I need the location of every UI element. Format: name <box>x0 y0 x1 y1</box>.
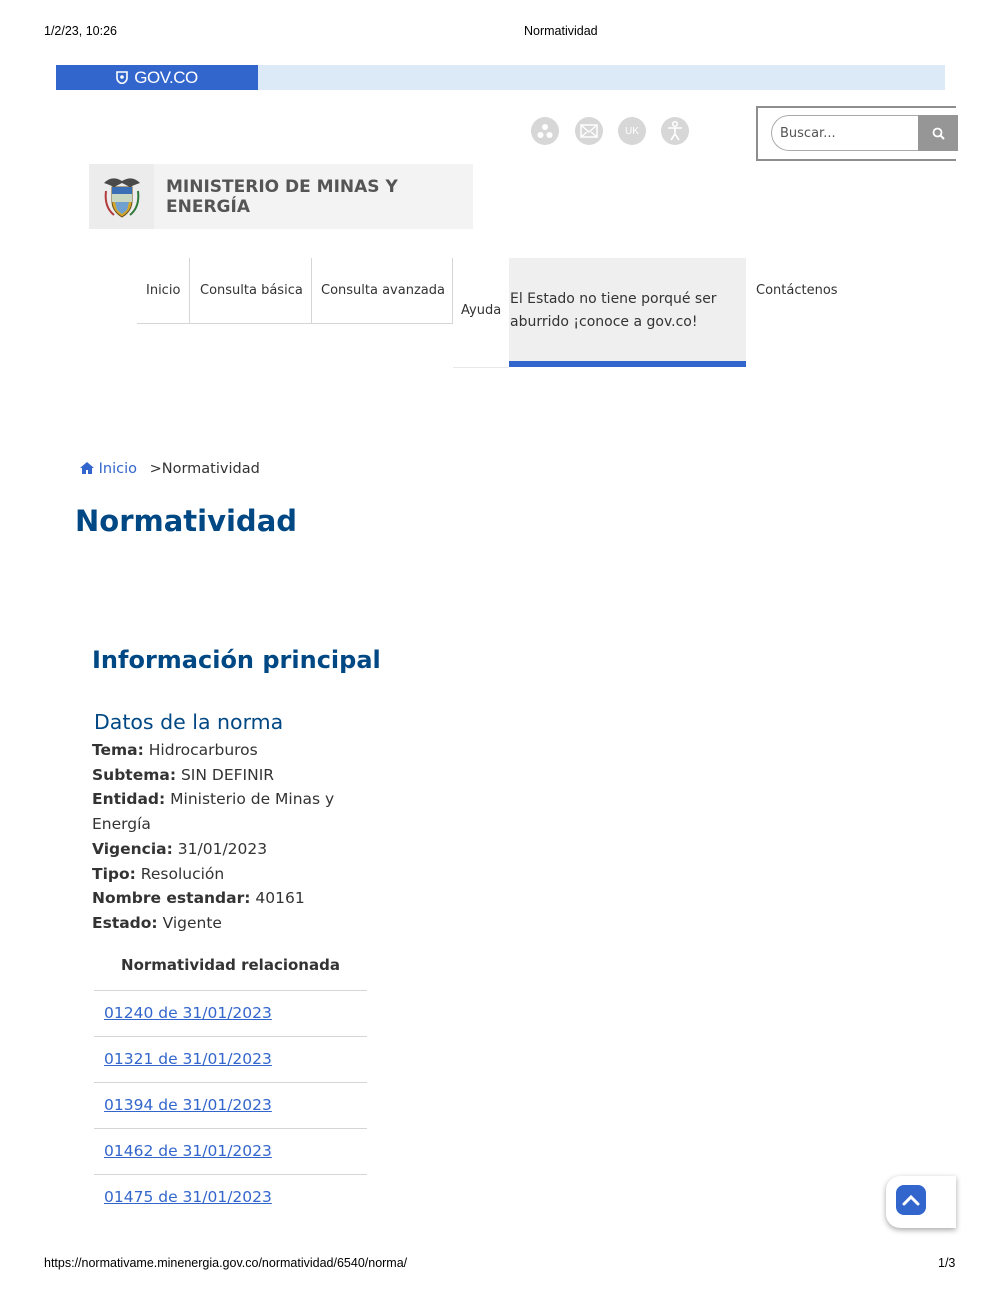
field-subtema <box>92 763 362 788</box>
uk-label: UK <box>625 125 639 137</box>
field-vigencia <box>92 837 362 862</box>
field-nombre-estandar <box>92 886 362 911</box>
field-label: Tipo: <box>92 864 136 883</box>
related-link[interactable]: 01475 de 31/01/2023 <box>104 1188 272 1206</box>
related-link[interactable]: 01240 de 31/01/2023 <box>104 1004 272 1022</box>
breadcrumb-current: Normatividad <box>161 461 260 477</box>
field-tema <box>92 738 362 763</box>
breadcrumb-separator: > <box>149 461 162 477</box>
breadcrumb-home-label: Inicio <box>98 461 137 477</box>
field-value: 40161 <box>255 889 305 908</box>
nav-inicio[interactable]: Inicio <box>137 258 190 324</box>
field-value: 31/01/2023 <box>177 839 268 858</box>
field-value: Resolución <box>140 864 225 883</box>
field-label: Estado: <box>92 913 158 932</box>
govco-logo-text: GOV.CO <box>134 67 198 87</box>
home-icon <box>80 462 94 474</box>
search-box <box>756 106 956 161</box>
related-link[interactable]: 01462 de 31/01/2023 <box>104 1142 272 1160</box>
norma-details <box>92 738 362 936</box>
related-list <box>94 990 367 1220</box>
print-page-number: 1/3 <box>938 1256 956 1270</box>
field-label: Entidad: <box>92 790 166 809</box>
back-to-top-button[interactable] <box>896 1185 926 1215</box>
field-tipo <box>92 862 362 887</box>
list-item <box>94 1174 367 1220</box>
search-icon <box>932 127 945 140</box>
nav-ayuda[interactable]: Ayuda <box>453 258 509 368</box>
shield-icon <box>116 71 128 84</box>
uk-language-icon[interactable] <box>618 117 646 145</box>
coat-of-arms-icon <box>89 164 154 229</box>
accessibility-icon[interactable] <box>661 117 689 145</box>
chevron-up-icon <box>902 1194 920 1206</box>
list-item <box>94 990 367 1036</box>
section-title: Información principal <box>92 646 381 674</box>
back-to-top-panel <box>886 1176 956 1228</box>
nav-consulta-avanzada[interactable]: Consulta avanzada <box>312 258 453 324</box>
page-title: Normatividad <box>75 504 298 538</box>
related-heading: Normatividad relacionada <box>121 956 340 974</box>
field-value: SIN DEFINIR <box>180 765 275 784</box>
sitemap-icon[interactable] <box>531 117 559 145</box>
ministry-name: MINISTERIO DE MINAS Y ENERGÍA <box>166 177 398 217</box>
field-value: Vigente <box>162 913 222 932</box>
breadcrumb <box>80 461 260 477</box>
subsection-title: Datos de la norma <box>94 710 284 734</box>
search-button[interactable] <box>918 115 958 151</box>
govco-logo[interactable] <box>56 65 258 90</box>
field-label: Vigencia: <box>92 839 173 858</box>
ministry-header[interactable] <box>89 164 473 229</box>
list-item <box>94 1036 367 1082</box>
field-label: Tema: <box>92 741 144 759</box>
field-value: Ministerio de Minas y Energía <box>92 790 335 834</box>
nav-contactenos[interactable]: Contáctenos <box>756 283 838 298</box>
search-input[interactable] <box>771 115 921 151</box>
mail-icon[interactable] <box>575 117 603 145</box>
field-entidad <box>92 787 362 836</box>
print-url: https://normativame.minenergia.gov.co/normatividad/6540/norma/ <box>44 1256 408 1270</box>
field-estado <box>92 911 362 936</box>
field-label: Nombre estandar: <box>92 889 251 908</box>
field-label: Subtema: <box>92 765 177 784</box>
list-item <box>94 1082 367 1128</box>
breadcrumb-home[interactable] <box>80 461 142 477</box>
print-title: Normatividad <box>524 24 598 38</box>
list-item <box>94 1128 367 1174</box>
related-link[interactable]: 01394 de 31/01/2023 <box>104 1096 272 1114</box>
govco-promo-banner[interactable]: El Estado no tiene porqué ser aburrido ¡conoce a gov.co! <box>509 258 746 367</box>
field-value: Hidrocarburos <box>148 741 258 759</box>
gov-bar <box>56 65 945 90</box>
related-link[interactable]: 01321 de 31/01/2023 <box>104 1050 272 1068</box>
print-datetime: 1/2/23, 10:26 <box>44 24 117 38</box>
nav-consulta-basica[interactable]: Consulta básica <box>190 258 312 324</box>
